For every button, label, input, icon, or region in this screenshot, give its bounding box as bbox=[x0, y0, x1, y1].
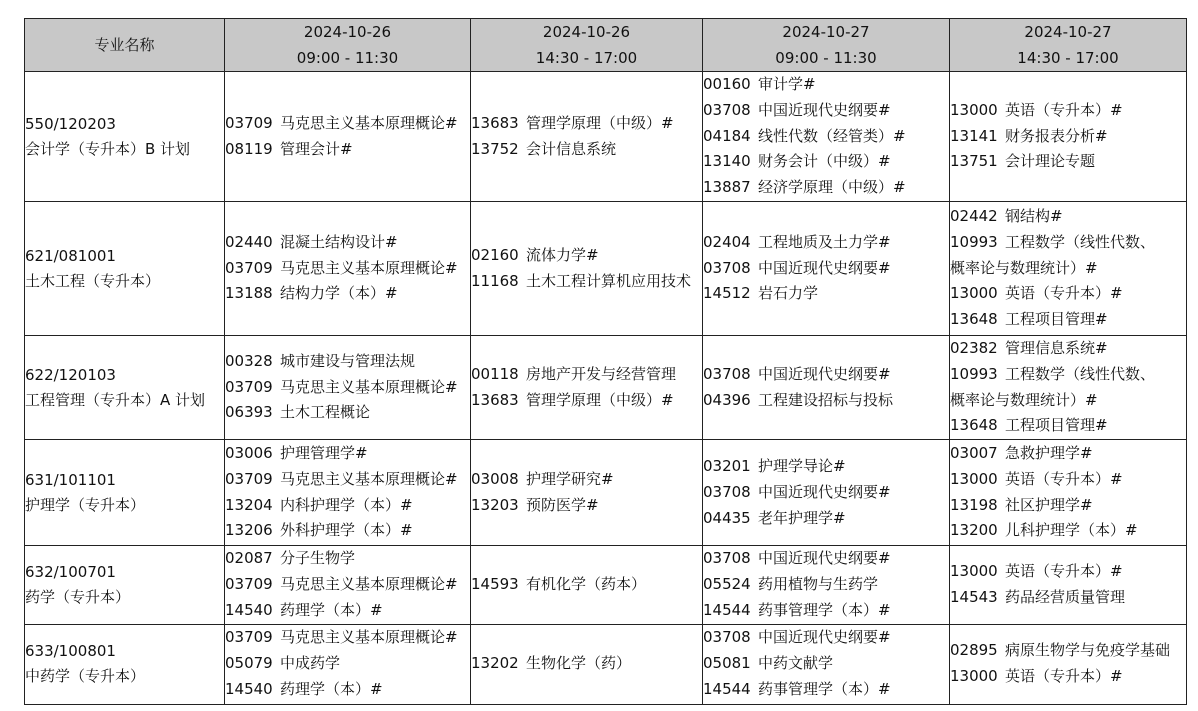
course-item bbox=[703, 625, 949, 651]
course-code: 00328 bbox=[225, 351, 273, 370]
course-code: 13188 bbox=[225, 284, 273, 303]
course-name: 预防医学# bbox=[526, 495, 599, 514]
session-cell bbox=[471, 336, 703, 440]
course-item bbox=[225, 256, 470, 282]
course-item bbox=[950, 230, 1186, 256]
course-item bbox=[225, 546, 470, 572]
course-code: 13200 bbox=[950, 521, 998, 540]
major-code: 633/100801 bbox=[25, 642, 116, 661]
course-name: 工程项目管理# bbox=[1005, 416, 1108, 435]
course-name: 会计理论专题 bbox=[1005, 152, 1096, 171]
major-name: 会计学（专升本）B 计划 bbox=[25, 139, 191, 158]
course-code: 02382 bbox=[950, 339, 998, 357]
major-code: 550/120203 bbox=[25, 114, 116, 133]
course-name: 管理会计# bbox=[280, 139, 353, 158]
course-name: 中国近现代史纲要# bbox=[758, 482, 891, 501]
major-code: 631/101101 bbox=[25, 470, 116, 489]
course-item bbox=[950, 585, 1186, 611]
major-name: 护理学（专升本） bbox=[25, 495, 146, 514]
major-name: 中药学（专升本） bbox=[25, 667, 146, 686]
course-item bbox=[225, 677, 470, 703]
course-item bbox=[225, 467, 470, 493]
course-name: 马克思主义基本原理概论# bbox=[280, 258, 458, 277]
course-name: 工程数学（线性代数、 bbox=[1005, 232, 1156, 251]
course-item bbox=[471, 493, 702, 519]
course-name: 中国近现代史纲要# bbox=[758, 628, 891, 647]
course-item bbox=[225, 651, 470, 677]
course-name: 药理学（本）# bbox=[280, 600, 383, 619]
course-code: 03008 bbox=[471, 469, 519, 488]
course-code: 03007 bbox=[950, 444, 998, 463]
course-item bbox=[950, 638, 1186, 664]
course-code: 03709 bbox=[225, 113, 273, 132]
course-code: 03201 bbox=[703, 456, 751, 475]
major-cell bbox=[25, 72, 225, 202]
course-name: 管理学原理（中级）# bbox=[526, 390, 674, 409]
course-code: 03709 bbox=[225, 258, 273, 277]
course-item bbox=[703, 454, 949, 480]
course-item bbox=[703, 651, 949, 677]
major-cell bbox=[25, 546, 225, 624]
course-name: 房地产开发与经营管理 bbox=[526, 364, 677, 383]
session-cell bbox=[225, 336, 471, 440]
course-item bbox=[703, 598, 949, 624]
course-code: 03708 bbox=[703, 549, 751, 568]
course-code: 08119 bbox=[225, 139, 273, 158]
course-name: 工程项目管理# bbox=[1005, 310, 1108, 329]
course-name: 管理学原理（中级）# bbox=[526, 113, 674, 132]
course-name: 审计学# bbox=[758, 75, 816, 93]
course-item bbox=[703, 175, 949, 201]
course-code: 13206 bbox=[225, 521, 273, 540]
session-cell bbox=[703, 440, 950, 546]
major-name: 工程管理（专升本）A 计划 bbox=[25, 390, 206, 409]
session-header bbox=[225, 19, 471, 72]
course-item bbox=[471, 243, 702, 269]
course-name: 中国近现代史纲要# bbox=[758, 549, 891, 568]
course-name: 会计信息系统 bbox=[526, 139, 617, 158]
course-name: 药品经营质量管理 bbox=[1005, 587, 1126, 606]
course-name: 英语（专升本）# bbox=[1005, 667, 1123, 686]
course-code: 14540 bbox=[225, 679, 273, 698]
course-code: 02087 bbox=[225, 549, 273, 568]
session-cell bbox=[471, 624, 703, 704]
course-name: 岩石力学 bbox=[758, 284, 819, 303]
major-name: 药学（专升本） bbox=[25, 587, 131, 606]
course-name: 土木工程计算机应用技术 bbox=[526, 271, 692, 290]
course-code: 11168 bbox=[471, 271, 519, 290]
course-name: 英语（专升本）# bbox=[1005, 284, 1123, 303]
course-name: 有机化学（药本） bbox=[526, 574, 647, 593]
course-item bbox=[225, 441, 470, 467]
session-cell bbox=[950, 202, 1187, 336]
session-cell bbox=[950, 546, 1187, 624]
course-name: 老年护理学# bbox=[758, 508, 846, 527]
course-code: 02895 bbox=[950, 641, 998, 660]
header-row bbox=[25, 19, 1187, 72]
course-name: 结构力学（本）# bbox=[280, 284, 398, 303]
course-code: 13887 bbox=[703, 178, 751, 197]
major-code: 632/100701 bbox=[25, 562, 116, 581]
course-name: 马克思主义基本原理概论# bbox=[280, 377, 458, 396]
course-code: 13648 bbox=[950, 416, 998, 435]
course-name: 外科护理学（本）# bbox=[280, 521, 413, 540]
course-item bbox=[703, 230, 949, 256]
session-time: 09:00 - 11:30 bbox=[775, 49, 877, 67]
course-code: 13000 bbox=[950, 469, 998, 488]
course-code: 14512 bbox=[703, 284, 751, 303]
course-code: 04184 bbox=[703, 126, 751, 145]
session-cell bbox=[703, 72, 950, 202]
course-code: 13202 bbox=[471, 654, 519, 673]
major-column-header: 专业名称 bbox=[25, 19, 225, 72]
course-item bbox=[471, 362, 702, 388]
session-cell bbox=[703, 202, 950, 336]
course-code: 14540 bbox=[225, 600, 273, 619]
course-code: 05524 bbox=[703, 574, 751, 593]
session-cell bbox=[703, 546, 950, 624]
course-item bbox=[950, 493, 1186, 519]
course-item bbox=[950, 149, 1186, 175]
course-code: 13752 bbox=[471, 139, 519, 158]
course-item bbox=[950, 124, 1186, 150]
course-name: 内科护理学（本）# bbox=[280, 495, 413, 514]
major-cell bbox=[25, 202, 225, 336]
course-code: 00160 bbox=[703, 75, 751, 93]
course-item bbox=[225, 518, 470, 544]
course-item bbox=[703, 506, 949, 532]
course-name: 马克思主义基本原理概论# bbox=[280, 469, 458, 488]
course-name: 土木工程概论 bbox=[280, 403, 371, 422]
course-name: 马克思主义基本原理概论# bbox=[280, 574, 458, 593]
course-name: 中国近现代史纲要# bbox=[758, 364, 891, 383]
course-name: 中国近现代史纲要# bbox=[758, 100, 891, 119]
course-item bbox=[950, 559, 1186, 585]
course-code: 04396 bbox=[703, 390, 751, 409]
course-name: 马克思主义基本原理概论# bbox=[280, 113, 458, 132]
major-cell bbox=[25, 624, 225, 704]
course-code: 13000 bbox=[950, 284, 998, 303]
course-item bbox=[950, 413, 1186, 439]
course-item bbox=[703, 98, 949, 124]
course-name: 工程数学（线性代数、 bbox=[1005, 364, 1156, 383]
course-code: 03708 bbox=[703, 100, 751, 119]
session-cell bbox=[703, 624, 950, 704]
course-item bbox=[703, 124, 949, 150]
course-code: 13648 bbox=[950, 310, 998, 329]
major-name: 土木工程（专升本） bbox=[25, 271, 161, 290]
session-cell bbox=[471, 202, 703, 336]
course-item bbox=[950, 467, 1186, 493]
course-item bbox=[703, 362, 949, 388]
course-code: 03709 bbox=[225, 574, 273, 593]
course-code: 13000 bbox=[950, 562, 998, 581]
course-name: 财务会计（中级）# bbox=[758, 152, 891, 171]
session-date: 2024-10-26 bbox=[303, 23, 392, 41]
course-code: 13203 bbox=[471, 495, 519, 514]
course-name-continuation: 概率论与数理统计）# bbox=[950, 390, 1098, 409]
course-item bbox=[703, 677, 949, 703]
session-cell bbox=[703, 336, 950, 440]
course-item bbox=[950, 98, 1186, 124]
course-code: 10993 bbox=[950, 232, 998, 251]
course-code: 14544 bbox=[703, 679, 751, 698]
course-item bbox=[225, 572, 470, 598]
course-name: 急救护理学# bbox=[1005, 444, 1093, 463]
course-item bbox=[471, 137, 702, 163]
course-item bbox=[471, 467, 702, 493]
session-cell bbox=[471, 546, 703, 624]
course-code: 05081 bbox=[703, 654, 751, 673]
course-item bbox=[950, 362, 1186, 388]
course-name: 马克思主义基本原理概论# bbox=[280, 628, 458, 647]
course-code: 02160 bbox=[471, 245, 519, 264]
course-item bbox=[471, 572, 702, 598]
session-time: 14:30 - 17:00 bbox=[1017, 49, 1119, 67]
course-code: 06393 bbox=[225, 403, 273, 422]
course-code: 13141 bbox=[950, 126, 998, 145]
course-name: 经济学原理（中级）# bbox=[758, 178, 906, 197]
course-item bbox=[225, 625, 470, 651]
course-name: 药用植物与生药学 bbox=[758, 574, 879, 593]
course-code: 03709 bbox=[225, 377, 273, 396]
course-name: 英语（专升本）# bbox=[1005, 469, 1123, 488]
session-cell bbox=[225, 202, 471, 336]
course-name: 英语（专升本）# bbox=[1005, 100, 1123, 119]
course-code: 13683 bbox=[471, 390, 519, 409]
course-item bbox=[703, 480, 949, 506]
course-code: 13000 bbox=[950, 100, 998, 119]
course-item bbox=[703, 388, 949, 414]
course-item bbox=[471, 651, 702, 677]
course-item bbox=[225, 230, 470, 256]
course-item bbox=[225, 400, 470, 426]
course-code: 14543 bbox=[950, 587, 998, 606]
course-code: 03708 bbox=[703, 364, 751, 383]
course-item bbox=[225, 493, 470, 519]
course-item bbox=[703, 572, 949, 598]
course-name: 护理学研究# bbox=[526, 469, 614, 488]
session-cell bbox=[225, 624, 471, 704]
course-name: 生物化学（药） bbox=[526, 654, 632, 673]
course-name-continuation: 概率论与数理统计）# bbox=[950, 258, 1098, 277]
session-cell bbox=[225, 440, 471, 546]
course-code: 03006 bbox=[225, 444, 273, 463]
course-code: 05079 bbox=[225, 654, 273, 673]
session-date: 2024-10-27 bbox=[1024, 23, 1112, 41]
table-row bbox=[25, 336, 1187, 440]
session-cell bbox=[950, 336, 1187, 440]
table-row bbox=[25, 202, 1187, 336]
course-item bbox=[225, 598, 470, 624]
session-cell bbox=[471, 440, 703, 546]
major-cell bbox=[25, 336, 225, 440]
course-name: 分子生物学 bbox=[280, 549, 356, 568]
course-item bbox=[225, 375, 470, 401]
course-item bbox=[950, 204, 1186, 230]
course-code: 13751 bbox=[950, 152, 998, 171]
course-code: 13198 bbox=[950, 495, 998, 514]
course-name: 财务报表分析# bbox=[1005, 126, 1108, 145]
session-time: 14:30 - 17:00 bbox=[535, 49, 638, 67]
course-code: 03709 bbox=[225, 628, 273, 647]
session-date: 2024-10-26 bbox=[542, 23, 631, 41]
major-code: 621/081001 bbox=[25, 246, 116, 265]
course-name: 社区护理学# bbox=[1005, 495, 1093, 514]
session-header bbox=[471, 19, 703, 72]
course-name: 药事管理学（本）# bbox=[758, 679, 891, 698]
course-code: 00118 bbox=[471, 364, 519, 383]
course-code: 13204 bbox=[225, 495, 273, 514]
table-row bbox=[25, 72, 1187, 202]
session-cell bbox=[950, 72, 1187, 202]
course-item bbox=[225, 111, 470, 137]
course-item bbox=[950, 336, 1186, 362]
course-item bbox=[950, 518, 1186, 544]
course-name: 工程建设招标与投标 bbox=[758, 390, 894, 409]
session-cell bbox=[950, 440, 1187, 546]
course-item bbox=[950, 664, 1186, 690]
course-code: 13000 bbox=[950, 667, 998, 686]
course-name: 病原生物学与免疫学基础 bbox=[1005, 641, 1171, 660]
session-cell bbox=[225, 72, 471, 202]
course-name: 中国近现代史纲要# bbox=[758, 258, 891, 277]
course-item bbox=[950, 307, 1186, 333]
course-item bbox=[225, 349, 470, 375]
course-code: 14593 bbox=[471, 574, 519, 593]
course-code: 13140 bbox=[703, 152, 751, 171]
course-name: 流体力学# bbox=[526, 245, 599, 264]
course-name: 城市建设与管理法规 bbox=[280, 351, 416, 370]
session-cell bbox=[950, 624, 1187, 704]
course-item bbox=[471, 388, 702, 414]
course-item bbox=[703, 281, 949, 307]
major-code: 622/120103 bbox=[25, 365, 116, 384]
session-time: 09:00 - 11:30 bbox=[296, 49, 399, 67]
course-item bbox=[225, 137, 470, 163]
course-item bbox=[471, 269, 702, 295]
course-item bbox=[703, 546, 949, 572]
course-name: 钢结构# bbox=[1005, 207, 1063, 225]
table-row bbox=[25, 440, 1187, 546]
major-cell bbox=[25, 440, 225, 546]
table-row bbox=[25, 546, 1187, 624]
course-name: 药理学（本）# bbox=[280, 679, 383, 698]
session-cell bbox=[225, 546, 471, 624]
course-name: 儿科护理学（本）# bbox=[1005, 521, 1138, 540]
course-item bbox=[950, 281, 1186, 307]
course-code: 13683 bbox=[471, 113, 519, 132]
course-item bbox=[225, 281, 470, 307]
table-row bbox=[25, 624, 1187, 704]
course-item bbox=[950, 441, 1186, 467]
session-header bbox=[950, 19, 1187, 72]
course-item bbox=[471, 111, 702, 137]
session-cell bbox=[471, 72, 703, 202]
course-item bbox=[703, 149, 949, 175]
course-code: 04435 bbox=[703, 508, 751, 527]
course-code: 02440 bbox=[225, 232, 273, 251]
course-name: 工程地质及土力学# bbox=[758, 232, 891, 251]
course-code: 03709 bbox=[225, 469, 273, 488]
course-name: 线性代数（经管类）# bbox=[758, 126, 906, 145]
course-name: 药事管理学（本）# bbox=[758, 600, 891, 619]
course-code: 03708 bbox=[703, 628, 751, 647]
course-code: 03708 bbox=[703, 482, 751, 501]
session-header bbox=[703, 19, 950, 72]
session-date: 2024-10-27 bbox=[782, 23, 870, 41]
course-name: 护理学导论# bbox=[758, 456, 846, 475]
course-code: 10993 bbox=[950, 364, 998, 383]
course-name: 管理信息系统# bbox=[1005, 339, 1108, 357]
course-name: 护理管理学# bbox=[280, 444, 368, 463]
exam-schedule-table bbox=[24, 18, 1187, 705]
course-name: 英语（专升本）# bbox=[1005, 562, 1123, 581]
course-code: 02404 bbox=[703, 232, 751, 251]
course-item bbox=[703, 256, 949, 282]
course-item bbox=[703, 72, 949, 98]
course-code: 14544 bbox=[703, 600, 751, 619]
course-name: 中药文献学 bbox=[758, 654, 834, 673]
course-name: 中成药学 bbox=[280, 654, 341, 673]
course-name: 混凝土结构设计# bbox=[280, 232, 398, 251]
course-code: 03708 bbox=[703, 258, 751, 277]
course-code: 02442 bbox=[950, 207, 998, 225]
